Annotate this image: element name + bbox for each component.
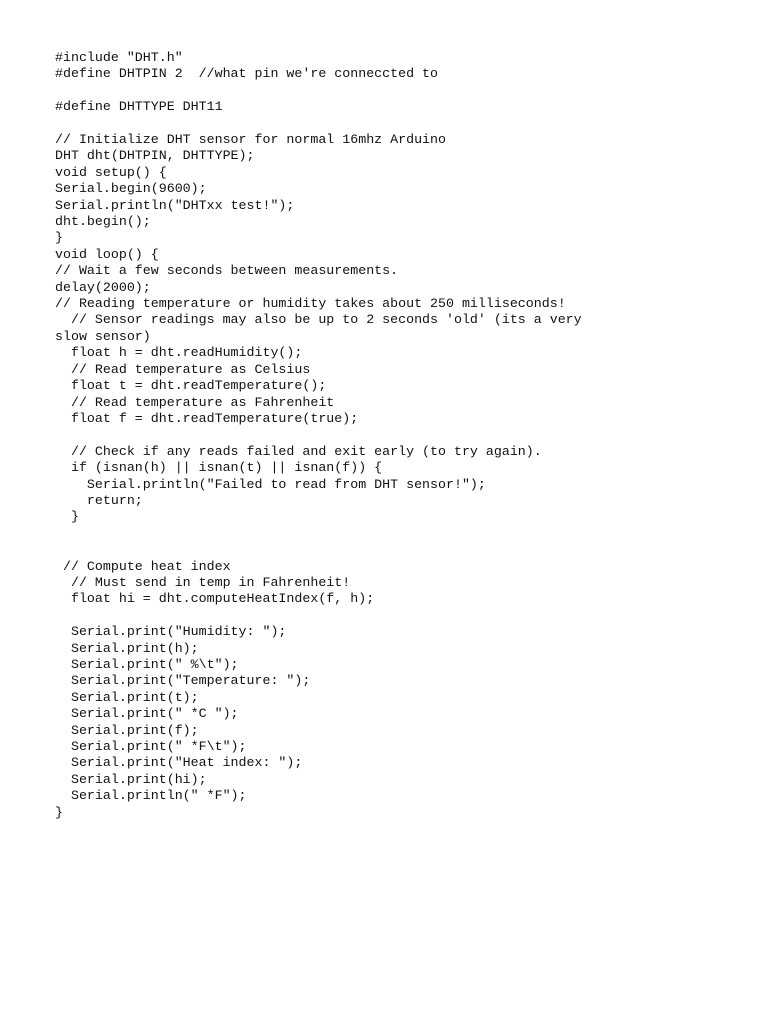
code-line: }: [55, 509, 79, 525]
code-line: float hi = dht.computeHeatIndex(f, h);: [55, 591, 375, 607]
code-listing: [55, 50, 755, 821]
code-line: Serial.println("DHTxx test!");: [55, 197, 295, 213]
code-line: Serial.print(" *F\t");: [55, 738, 247, 754]
code-line: Serial.print(hi);: [55, 771, 207, 787]
code-line: float h = dht.readHumidity();: [55, 345, 303, 361]
code-line: Serial.print("Temperature: ");: [55, 673, 311, 689]
code-line: Serial.print(" *C ");: [55, 706, 239, 722]
code-line: // Wait a few seconds between measurements.: [55, 263, 399, 279]
code-line: // Read temperature as Fahrenheit: [55, 394, 335, 410]
code-line: [55, 526, 755, 542]
code-line: float f = dht.readTemperature(true);: [55, 410, 359, 426]
code-line: #include "DHT.h": [55, 50, 183, 65]
code-line: [55, 542, 755, 558]
code-line: }: [55, 230, 63, 246]
code-line: // Reading temperature or humidity takes about 250 milliseconds!: [55, 296, 566, 312]
code-line: }: [55, 804, 63, 820]
code-line: // Compute heat index: [55, 558, 231, 574]
code-line: Serial.print(h);: [55, 640, 199, 656]
code-line: [55, 608, 755, 624]
code-line: #define DHTTYPE DHT11: [55, 99, 223, 115]
code-line: delay(2000);: [55, 279, 151, 295]
code-line: Serial.begin(9600);: [55, 181, 207, 197]
code-line: DHT dht(DHTPIN, DHTTYPE);: [55, 148, 255, 164]
code-line: void loop() {: [55, 246, 159, 262]
code-line: Serial.print("Heat index: ");: [55, 755, 303, 771]
code-line: // Sensor readings may also be up to 2 seconds 'old' (its a very: [55, 312, 582, 328]
code-line: Serial.println(" *F");: [55, 788, 247, 804]
code-line: slow sensor): [55, 328, 151, 344]
code-line: // Read temperature as Celsius: [55, 361, 311, 377]
code-line: // Must send in temp in Fahrenheit!: [55, 574, 351, 590]
code-line: if (isnan(h) || isnan(t) || isnan(f)) {: [55, 460, 383, 476]
code-line: // Check if any reads failed and exit early (to try again).: [55, 443, 542, 459]
code-line: float t = dht.readTemperature();: [55, 378, 327, 394]
code-line: Serial.println("Failed to read from DHT sensor!");: [55, 476, 486, 492]
code-line: Serial.print(f);: [55, 722, 199, 738]
code-line: return;: [55, 492, 143, 508]
code-line: [55, 116, 755, 132]
code-line: [55, 427, 755, 443]
code-line: Serial.print(t);: [55, 689, 199, 705]
code-line: [55, 83, 755, 99]
code-line: void setup() {: [55, 164, 167, 180]
code-line: #define DHTPIN 2 //what pin we're conneccted to: [55, 66, 439, 82]
code-line: Serial.print("Humidity: ");: [55, 624, 287, 640]
code-line: dht.begin();: [55, 214, 151, 230]
code-line: // Initialize DHT sensor for normal 16mhz Arduino: [55, 132, 446, 147]
code-line: Serial.print(" %\t");: [55, 656, 239, 672]
